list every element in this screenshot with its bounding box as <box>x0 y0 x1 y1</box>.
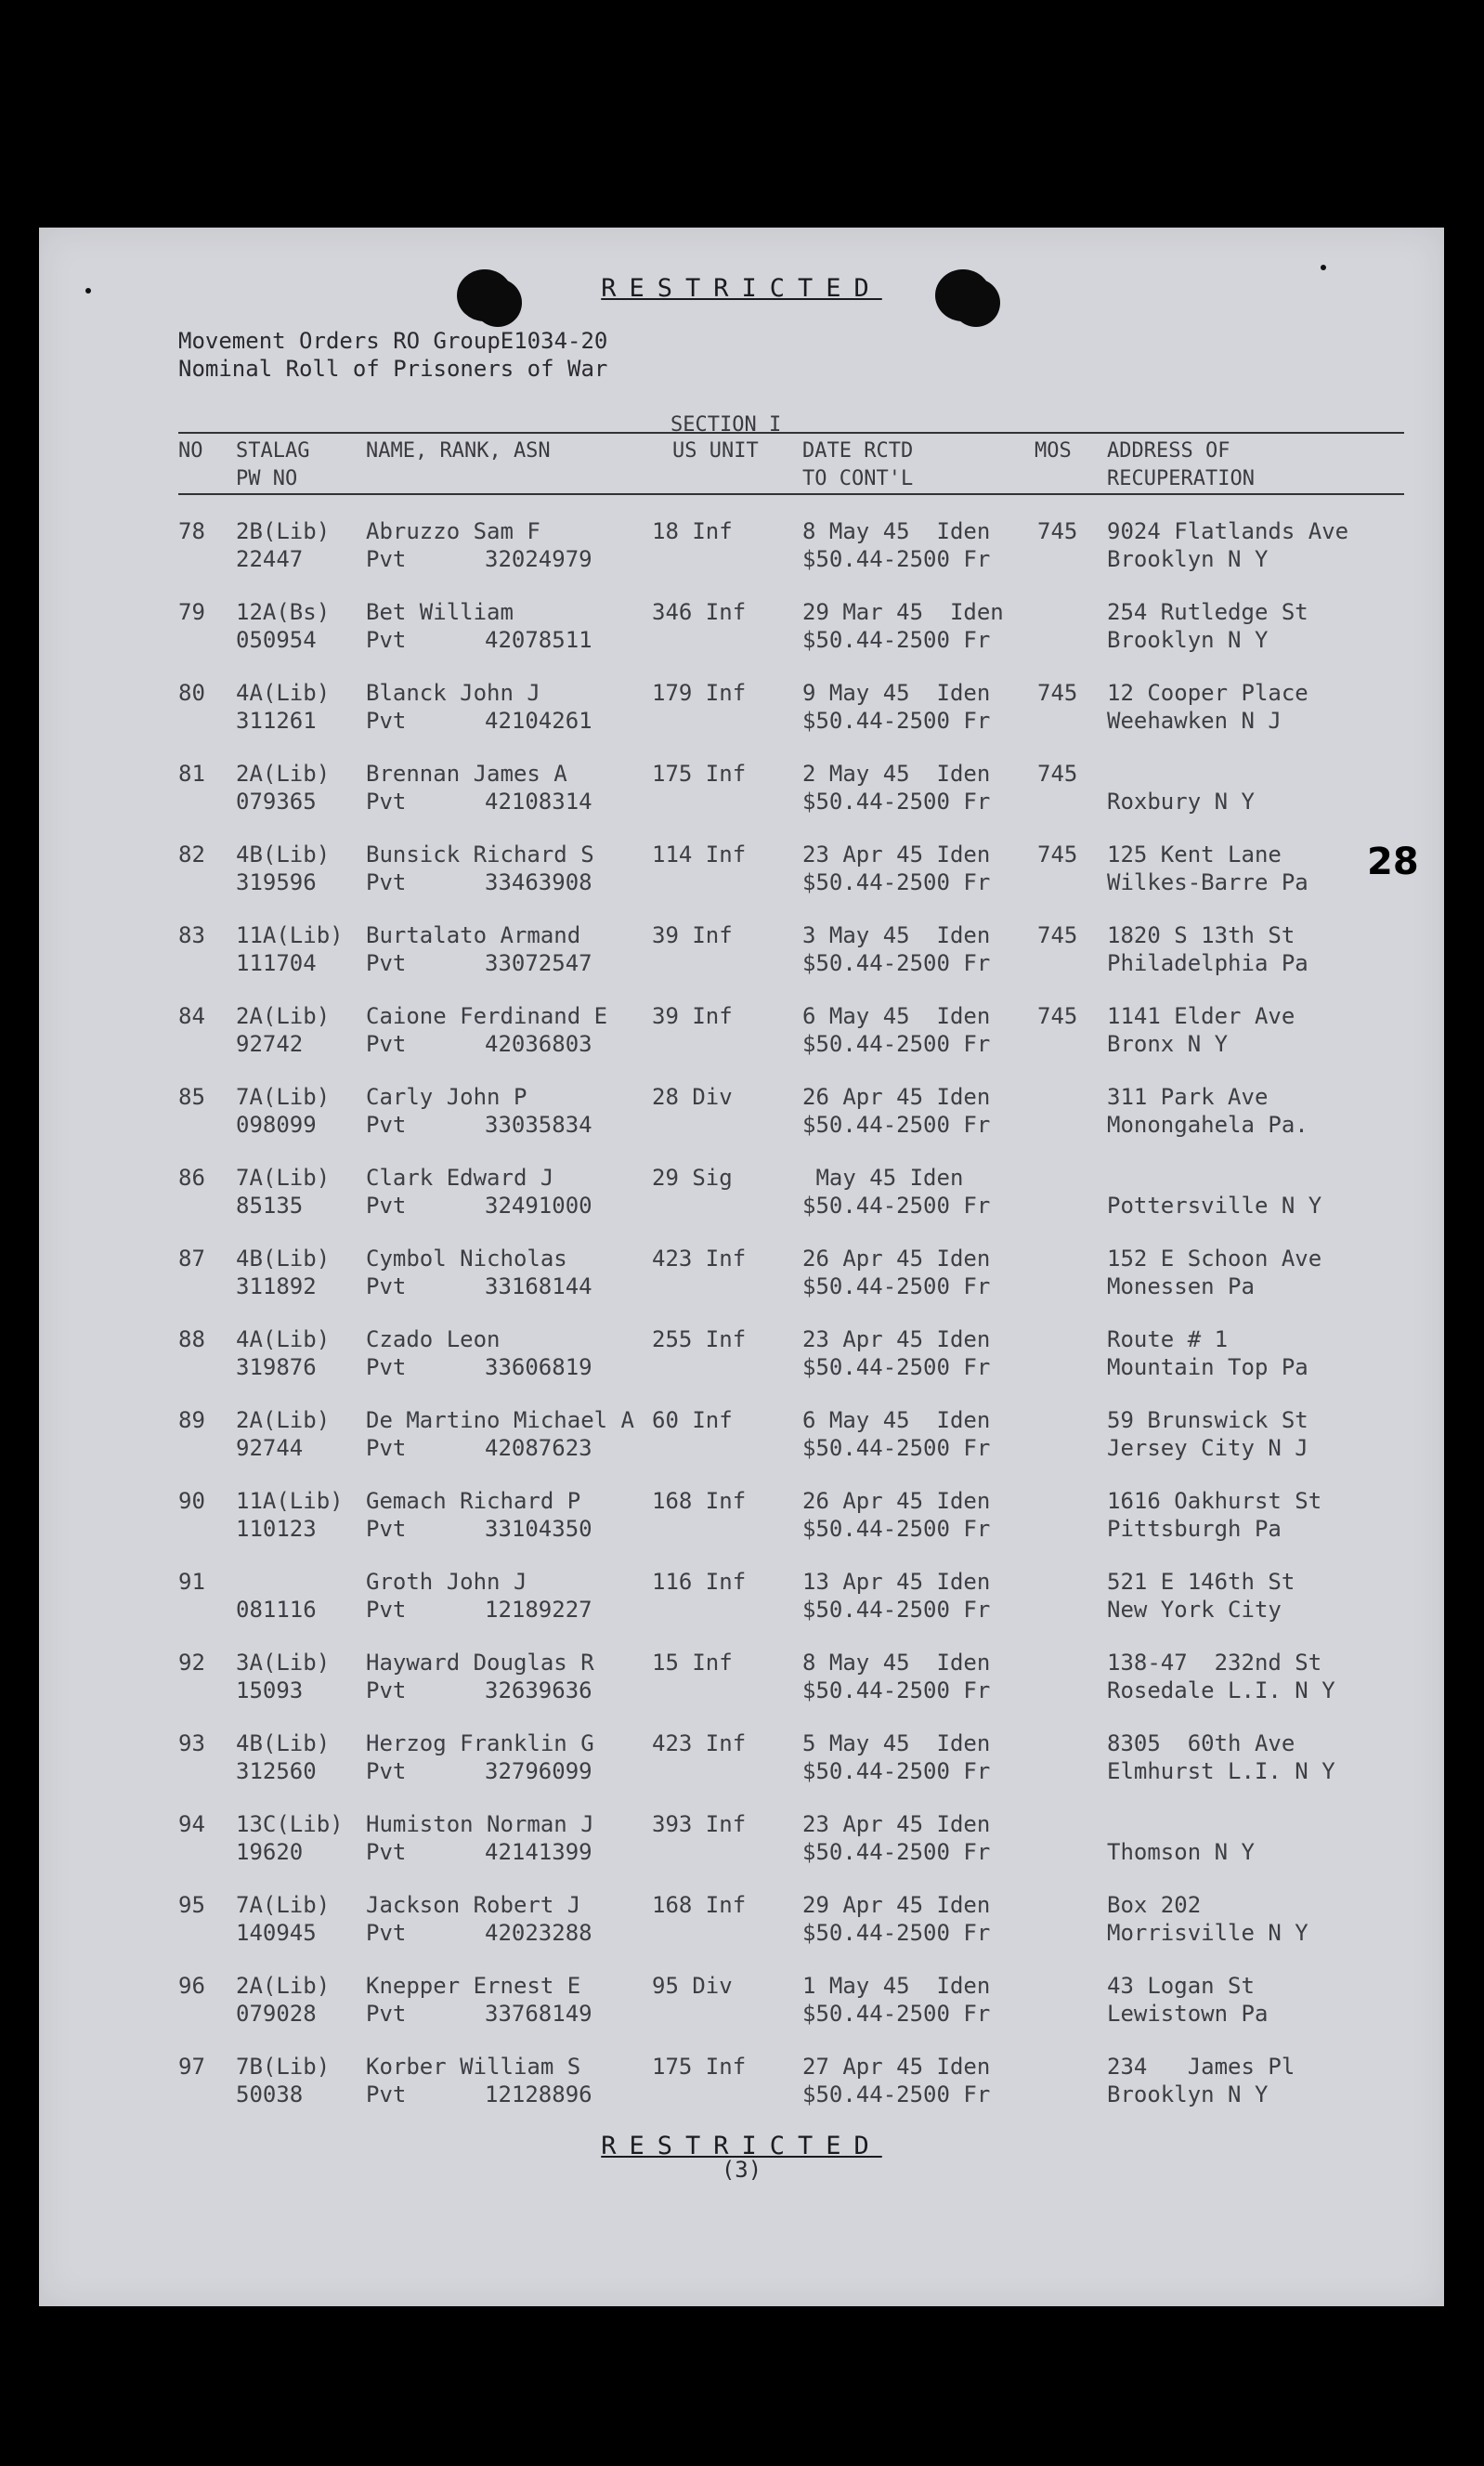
amount: $50.44-2500 Fr <box>802 546 991 572</box>
asn: 42104261 <box>485 708 592 734</box>
row-number: 86 <box>178 1165 205 1191</box>
rank: Pvt <box>366 2081 407 2107</box>
name: Knepper Ernest E <box>366 1973 581 1999</box>
table-row <box>39 2053 1444 2133</box>
row-number: 78 <box>178 518 205 544</box>
col-stalag: STALAG <box>236 439 310 463</box>
mos: 745 <box>1037 680 1078 706</box>
speck <box>1321 265 1326 270</box>
name: Burtalato Armand <box>366 922 581 948</box>
unit: 168 Inf <box>652 1892 747 1918</box>
row-number: 83 <box>178 922 205 948</box>
address-line-1: 152 E Schoon Ave <box>1107 1246 1322 1272</box>
address-line-2: Monongahela Pa. <box>1107 1112 1308 1138</box>
address-line-2: Morrisville N Y <box>1107 1920 1308 1946</box>
asn: 42087623 <box>485 1435 592 1461</box>
address-line-2: Monessen Pa <box>1107 1273 1255 1299</box>
address-line-1: 59 Brunswick St <box>1107 1407 1308 1433</box>
row-number: 88 <box>178 1326 205 1352</box>
asn: 33035834 <box>485 1112 592 1138</box>
asn: 33606819 <box>485 1354 592 1380</box>
rank: Pvt <box>366 546 407 572</box>
page-number: (3) <box>721 2157 762 2183</box>
table-row <box>39 679 1444 760</box>
pw-number: 319596 <box>236 869 317 895</box>
unit: 60 Inf <box>652 1407 733 1433</box>
amount: $50.44-2500 Fr <box>802 1354 991 1380</box>
mos: 745 <box>1037 842 1078 868</box>
table-row <box>39 1810 1444 1891</box>
name: Hayward Douglas R <box>366 1650 594 1676</box>
pw-number: 15093 <box>236 1677 304 1703</box>
asn: 32491000 <box>485 1193 592 1219</box>
amount: $50.44-2500 Fr <box>802 1839 991 1865</box>
table-row <box>39 1245 1444 1325</box>
address-line-2: Pittsburgh Pa <box>1107 1516 1282 1542</box>
asn: 33072547 <box>485 950 592 976</box>
row-number: 92 <box>178 1650 205 1676</box>
date-rctd: 5 May 45 Iden <box>802 1730 991 1756</box>
row-number: 96 <box>178 1973 205 1999</box>
classification-bottom: RESTRICTED <box>601 2132 882 2160</box>
row-number: 97 <box>178 2054 205 2080</box>
pw-number: 081116 <box>236 1597 317 1623</box>
stalag: 7A(Lib) <box>236 1892 331 1918</box>
stalag: 13C(Lib) <box>236 1811 344 1837</box>
pw-number: 079028 <box>236 2001 317 2027</box>
asn: 33104350 <box>485 1516 592 1542</box>
unit: 15 Inf <box>652 1650 733 1676</box>
header-line-2: Nominal Roll of Prisoners of War <box>178 356 608 382</box>
page-stamp: 28 <box>1367 841 1419 883</box>
address-line-2: Rosedale L.I. N Y <box>1107 1677 1335 1703</box>
pw-number: 111704 <box>236 950 317 976</box>
unit: 168 Inf <box>652 1488 747 1514</box>
amount: $50.44-2500 Fr <box>802 2081 991 2107</box>
rank: Pvt <box>366 950 407 976</box>
table-row <box>39 1649 1444 1729</box>
unit: 179 Inf <box>652 680 747 706</box>
pw-number: 92742 <box>236 1031 304 1057</box>
asn: 42036803 <box>485 1031 592 1057</box>
row-number: 79 <box>178 599 205 625</box>
address-line-1: 521 E 146th St <box>1107 1569 1295 1595</box>
row-number: 82 <box>178 842 205 868</box>
asn: 42141399 <box>485 1839 592 1865</box>
asn: 32024979 <box>485 546 592 572</box>
address-line-2: Bronx N Y <box>1107 1031 1229 1057</box>
asn: 12189227 <box>485 1597 592 1623</box>
stalag: 2A(Lib) <box>236 1973 331 1999</box>
classification-top: RESTRICTED <box>601 274 882 303</box>
pw-number: 311892 <box>236 1273 317 1299</box>
address-line-1: 9024 Flatlands Ave <box>1107 518 1349 544</box>
row-number: 80 <box>178 680 205 706</box>
mos: 745 <box>1037 761 1078 787</box>
amount: $50.44-2500 Fr <box>802 708 991 734</box>
unit: 95 Div <box>652 1973 733 1999</box>
col-recuperation: RECUPERATION <box>1107 467 1255 490</box>
rank: Pvt <box>366 1597 407 1623</box>
amount: $50.44-2500 Fr <box>802 1273 991 1299</box>
table-row <box>39 1568 1444 1649</box>
amount: $50.44-2500 Fr <box>802 1031 991 1057</box>
unit: 28 Div <box>652 1084 733 1110</box>
col-mos: MOS <box>1035 439 1072 463</box>
address-line-2: Roxbury N Y <box>1107 789 1255 815</box>
table-row <box>39 1325 1444 1406</box>
date-rctd: 27 Apr 45 Iden <box>802 2054 991 2080</box>
amount: $50.44-2500 Fr <box>802 869 991 895</box>
asn: 33168144 <box>485 1273 592 1299</box>
address-line-2: Weehawken N J <box>1107 708 1282 734</box>
date-rctd: May 45 Iden <box>802 1165 964 1191</box>
stalag: 2B(Lib) <box>236 518 331 544</box>
table-row <box>39 760 1444 841</box>
pw-number: 50038 <box>236 2081 304 2107</box>
table-row <box>39 1487 1444 1568</box>
table-row <box>39 1164 1444 1245</box>
section-label: SECTION I <box>670 413 782 437</box>
unit: 29 Sig <box>652 1165 733 1191</box>
address-line-1: 1820 S 13th St <box>1107 922 1295 948</box>
unit: 423 Inf <box>652 1246 747 1272</box>
rank: Pvt <box>366 2001 407 2027</box>
date-rctd: 6 May 45 Iden <box>802 1407 991 1433</box>
rank: Pvt <box>366 708 407 734</box>
address-line-1: 8305 60th Ave <box>1107 1730 1295 1756</box>
date-rctd: 23 Apr 45 Iden <box>802 842 991 868</box>
amount: $50.44-2500 Fr <box>802 950 991 976</box>
asn: 42023288 <box>485 1920 592 1946</box>
mos: 745 <box>1037 922 1078 948</box>
col-cont: TO CONT'L <box>802 467 914 490</box>
date-rctd: 13 Apr 45 Iden <box>802 1569 991 1595</box>
pw-number: 22447 <box>236 546 304 572</box>
name: Humiston Norman J <box>366 1811 594 1837</box>
name: Carly John P <box>366 1084 527 1110</box>
address-line-1: Box 202 <box>1107 1892 1202 1918</box>
address-line-2: Mountain Top Pa <box>1107 1354 1308 1380</box>
rank: Pvt <box>366 1273 407 1299</box>
address-line-1: 125 Kent Lane <box>1107 842 1282 868</box>
address-line-2: Brooklyn N Y <box>1107 2081 1269 2107</box>
stalag: 11A(Lib) <box>236 1488 344 1514</box>
pw-number: 050954 <box>236 627 317 653</box>
amount: $50.44-2500 Fr <box>802 1920 991 1946</box>
amount: $50.44-2500 Fr <box>802 1112 991 1138</box>
rank: Pvt <box>366 1839 407 1865</box>
col-no: NO <box>178 439 203 463</box>
amount: $50.44-2500 Fr <box>802 1758 991 1784</box>
address-line-1: 234 James Pl <box>1107 2054 1295 2080</box>
row-number: 93 <box>178 1730 205 1756</box>
address-line-2: Lewistown Pa <box>1107 2001 1269 2027</box>
table-row <box>39 1729 1444 1810</box>
row-number: 89 <box>178 1407 205 1433</box>
asn: 42108314 <box>485 789 592 815</box>
pw-number: 140945 <box>236 1920 317 1946</box>
asn: 33463908 <box>485 869 592 895</box>
mos: 745 <box>1037 518 1078 544</box>
stalag: 2A(Lib) <box>236 1407 331 1433</box>
amount: $50.44-2500 Fr <box>802 1677 991 1703</box>
unit: 393 Inf <box>652 1811 747 1837</box>
address-line-2: Jersey City N J <box>1107 1435 1308 1461</box>
unit: 39 Inf <box>652 922 733 948</box>
date-rctd: 29 Apr 45 Iden <box>802 1892 991 1918</box>
unit: 346 Inf <box>652 599 747 625</box>
row-number: 95 <box>178 1892 205 1918</box>
address-line-1: 254 Rutledge St <box>1107 599 1308 625</box>
pw-number: 311261 <box>236 708 317 734</box>
stalag: 7B(Lib) <box>236 2054 331 2080</box>
rank: Pvt <box>366 1193 407 1219</box>
address-line-1: 43 Logan St <box>1107 1973 1255 1999</box>
date-rctd: 3 May 45 Iden <box>802 922 991 948</box>
amount: $50.44-2500 Fr <box>802 1597 991 1623</box>
date-rctd: 8 May 45 Iden <box>802 518 991 544</box>
name: Abruzzo Sam F <box>366 518 540 544</box>
amount: $50.44-2500 Fr <box>802 789 991 815</box>
unit: 114 Inf <box>652 842 747 868</box>
name: De Martino Michael A <box>366 1407 634 1433</box>
stalag: 7A(Lib) <box>236 1084 331 1110</box>
unit: 116 Inf <box>652 1569 747 1595</box>
name: Gemach Richard P <box>366 1488 581 1514</box>
table-row <box>39 517 1444 598</box>
address-line-1: 138-47 232nd St <box>1107 1650 1322 1676</box>
name: Cymbol Nicholas <box>366 1246 567 1272</box>
mos: 745 <box>1037 1003 1078 1029</box>
top-rule <box>178 432 1404 434</box>
rank: Pvt <box>366 1112 407 1138</box>
row-number: 91 <box>178 1569 205 1595</box>
asn: 33768149 <box>485 2001 592 2027</box>
date-rctd: 9 May 45 Iden <box>802 680 991 706</box>
stalag: 7A(Lib) <box>236 1165 331 1191</box>
stalag: 2A(Lib) <box>236 761 331 787</box>
asn: 32796099 <box>485 1758 592 1784</box>
name: Korber William S <box>366 2054 581 2080</box>
address-line-2: New York City <box>1107 1597 1282 1623</box>
name: Czado Leon <box>366 1326 501 1352</box>
date-rctd: 8 May 45 Iden <box>802 1650 991 1676</box>
table-row <box>39 921 1444 1002</box>
address-line-2: Thomson N Y <box>1107 1839 1255 1865</box>
date-rctd: 6 May 45 Iden <box>802 1003 991 1029</box>
unit: 39 Inf <box>652 1003 733 1029</box>
row-number: 94 <box>178 1811 205 1837</box>
table-row <box>39 1002 1444 1083</box>
address-line-2: Philadelphia Pa <box>1107 950 1308 976</box>
rank: Pvt <box>366 869 407 895</box>
row-number: 87 <box>178 1246 205 1272</box>
document-page <box>39 228 1444 2306</box>
asn: 32639636 <box>485 1677 592 1703</box>
rank: Pvt <box>366 1354 407 1380</box>
table-row <box>39 598 1444 679</box>
col-date: DATE RCTD <box>802 439 914 463</box>
address-line-2: Wilkes-Barre Pa <box>1107 869 1308 895</box>
date-rctd: 1 May 45 Iden <box>802 1973 991 1999</box>
col-name: NAME, RANK, ASN <box>366 439 551 463</box>
row-number: 85 <box>178 1084 205 1110</box>
col-address: ADDRESS OF <box>1107 439 1230 463</box>
table-row <box>39 1891 1444 1972</box>
table-row <box>39 1083 1444 1164</box>
pw-number: 098099 <box>236 1112 317 1138</box>
name: Brennan James A <box>366 761 567 787</box>
row-number: 90 <box>178 1488 205 1514</box>
stalag: 12A(Bs) <box>236 599 331 625</box>
stalag: 4B(Lib) <box>236 842 331 868</box>
stalag: 4B(Lib) <box>236 1246 331 1272</box>
asn: 42078511 <box>485 627 592 653</box>
date-rctd: 23 Apr 45 Iden <box>802 1326 991 1352</box>
pw-number: 079365 <box>236 789 317 815</box>
header-rule <box>178 493 1404 495</box>
table-row <box>39 1972 1444 2053</box>
address-line-1: Route # 1 <box>1107 1326 1229 1352</box>
address-line-2: Brooklyn N Y <box>1107 627 1269 653</box>
name: Bet William <box>366 599 514 625</box>
pw-number: 92744 <box>236 1435 304 1461</box>
name: Bunsick Richard S <box>366 842 594 868</box>
rank: Pvt <box>366 1677 407 1703</box>
col-unit: US UNIT <box>672 439 759 463</box>
address-line-1: 1141 Elder Ave <box>1107 1003 1295 1029</box>
stalag: 11A(Lib) <box>236 922 344 948</box>
date-rctd: 29 Mar 45 Iden <box>802 599 1004 625</box>
stalag: 3A(Lib) <box>236 1650 331 1676</box>
unit: 423 Inf <box>652 1730 747 1756</box>
pw-number: 85135 <box>236 1193 304 1219</box>
date-rctd: 2 May 45 Iden <box>802 761 991 787</box>
rank: Pvt <box>366 1516 407 1542</box>
address-line-2: Pottersville N Y <box>1107 1193 1322 1219</box>
rank: Pvt <box>366 627 407 653</box>
amount: $50.44-2500 Fr <box>802 2001 991 2027</box>
date-rctd: 26 Apr 45 Iden <box>802 1084 991 1110</box>
name: Groth John J <box>366 1569 527 1595</box>
table-row <box>39 1406 1444 1487</box>
amount: $50.44-2500 Fr <box>802 1516 991 1542</box>
stalag: 4A(Lib) <box>236 1326 331 1352</box>
date-rctd: 26 Apr 45 Iden <box>802 1246 991 1272</box>
unit: 175 Inf <box>652 2054 747 2080</box>
stalag: 4B(Lib) <box>236 1730 331 1756</box>
address-line-1: 12 Cooper Place <box>1107 680 1308 706</box>
pw-number: 319876 <box>236 1354 317 1380</box>
address-line-1: 1616 Oakhurst St <box>1107 1488 1322 1514</box>
rank: Pvt <box>366 1435 407 1461</box>
address-line-2: Elmhurst L.I. N Y <box>1107 1758 1335 1784</box>
name: Clark Edward J <box>366 1165 554 1191</box>
amount: $50.44-2500 Fr <box>802 1435 991 1461</box>
rank: Pvt <box>366 1920 407 1946</box>
stalag: 2A(Lib) <box>236 1003 331 1029</box>
date-rctd: 23 Apr 45 Iden <box>802 1811 991 1837</box>
date-rctd: 26 Apr 45 Iden <box>802 1488 991 1514</box>
name: Caione Ferdinand E <box>366 1003 608 1029</box>
rank: Pvt <box>366 789 407 815</box>
rank: Pvt <box>366 1031 407 1057</box>
row-number: 81 <box>178 761 205 787</box>
address-line-1: 311 Park Ave <box>1107 1084 1269 1110</box>
rank: Pvt <box>366 1758 407 1784</box>
address-line-2: Brooklyn N Y <box>1107 546 1269 572</box>
pw-number: 19620 <box>236 1839 304 1865</box>
unit: 255 Inf <box>652 1326 747 1352</box>
stalag: 4A(Lib) <box>236 680 331 706</box>
header-line-1: Movement Orders RO GroupE1034-20 <box>178 328 608 354</box>
unit: 175 Inf <box>652 761 747 787</box>
amount: $50.44-2500 Fr <box>802 1193 991 1219</box>
asn: 12128896 <box>485 2081 592 2107</box>
name: Jackson Robert J <box>366 1892 581 1918</box>
pw-number: 312560 <box>236 1758 317 1784</box>
name: Blanck John J <box>366 680 540 706</box>
col-pw-no: PW NO <box>236 467 298 490</box>
amount: $50.44-2500 Fr <box>802 627 991 653</box>
table-row <box>39 841 1444 921</box>
name: Herzog Franklin G <box>366 1730 594 1756</box>
pw-number: 110123 <box>236 1516 317 1542</box>
unit: 18 Inf <box>652 518 733 544</box>
row-number: 84 <box>178 1003 205 1029</box>
